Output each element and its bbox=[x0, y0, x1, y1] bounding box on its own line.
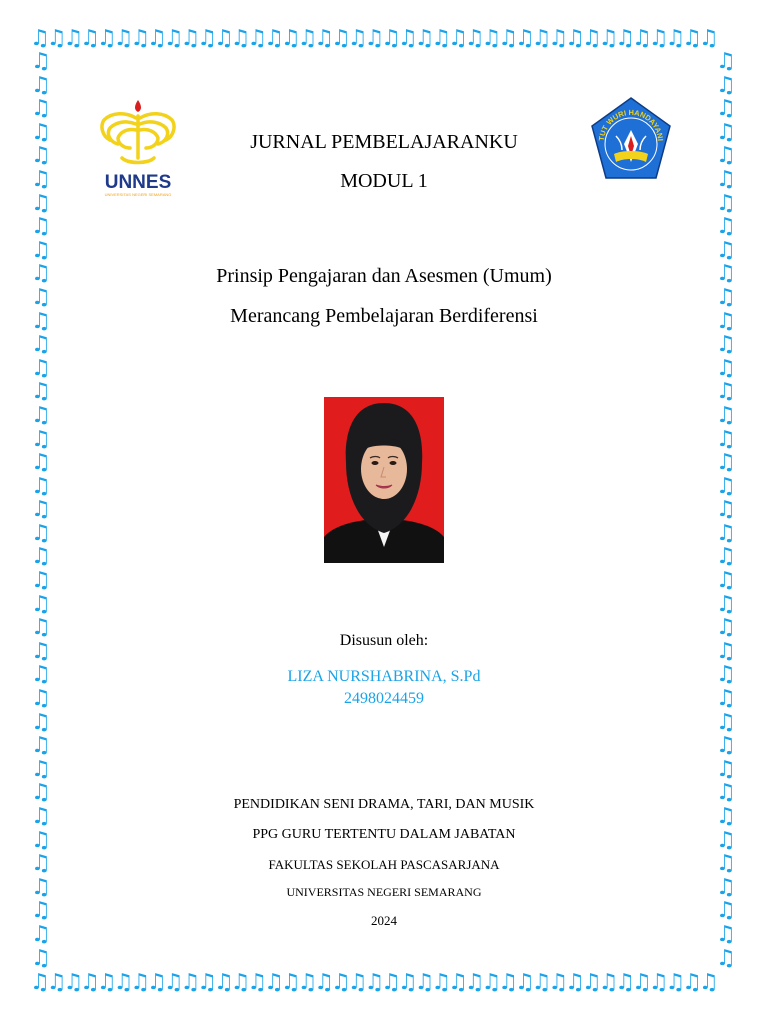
faculty-name: FAKULTAS SEKOLAH PASCASARJANA bbox=[268, 857, 500, 872]
module-title: MODUL 1 bbox=[340, 170, 428, 192]
author-name: LIZA NURSHABRINA, S.Pd bbox=[287, 668, 481, 685]
year: 2024 bbox=[371, 913, 397, 928]
music-note-border-right: ♫♫♫♫♫♫♫♫♫♫♫♫♫♫♫♫♫♫♫♫♫♫♫♫♫♫♫♫♫♫♫♫♫♫♫♫♫♫♫ bbox=[716, 50, 736, 971]
journal-title: JURNAL PEMBELAJARANKU bbox=[250, 131, 518, 153]
unnes-logo-subtext: UNIVERSITAS NEGERI SEMARANG bbox=[104, 192, 172, 197]
author-photo bbox=[324, 397, 444, 563]
subtitle-line-1: Prinsip Pengajaran dan Asesmen (Umum) bbox=[216, 265, 552, 287]
ppg-line: PPG GURU TERTENTU DALAM JABATAN bbox=[252, 827, 516, 842]
music-note-border-top: ♫♫♫♫♫♫♫♫♫♫♫♫♫♫♫♫♫♫♫♫♫♫♫♫♫♫♫♫♫♫♫♫♫♫♫♫♫♫♫♫♫ bbox=[30, 28, 716, 51]
music-note-border-bottom: ♫♫♫♫♫♫♫♫♫♫♫♫♫♫♫♫♫♫♫♫♫♫♫♫♫♫♫♫♫♫♫♫♫♫♫♫♫♫♫♫♫ bbox=[30, 972, 716, 995]
subtitle-line-2: Merancang Pembelajaran Berdiferensi bbox=[230, 305, 538, 327]
program-name: PENDIDIKAN SENI DRAMA, TARI, DAN MUSIK bbox=[233, 797, 535, 812]
tut-wuri-logo-text: TUT WURI HANDAYANI bbox=[596, 107, 665, 142]
music-note-border-left: ♫♫♫♫♫♫♫♫♫♫♫♫♫♫♫♫♫♫♫♫♫♫♫♫♫♫♫♫♫♫♫♫♫♫♫♫♫♫♫ bbox=[31, 50, 51, 971]
compiled-by-label: Disusun oleh: bbox=[339, 632, 429, 649]
unnes-logo-text: UNNES bbox=[104, 172, 172, 193]
university-name: UNIVERSITAS NEGERI SEMARANG bbox=[286, 885, 482, 899]
author-student-id: 2498024459 bbox=[344, 690, 424, 707]
